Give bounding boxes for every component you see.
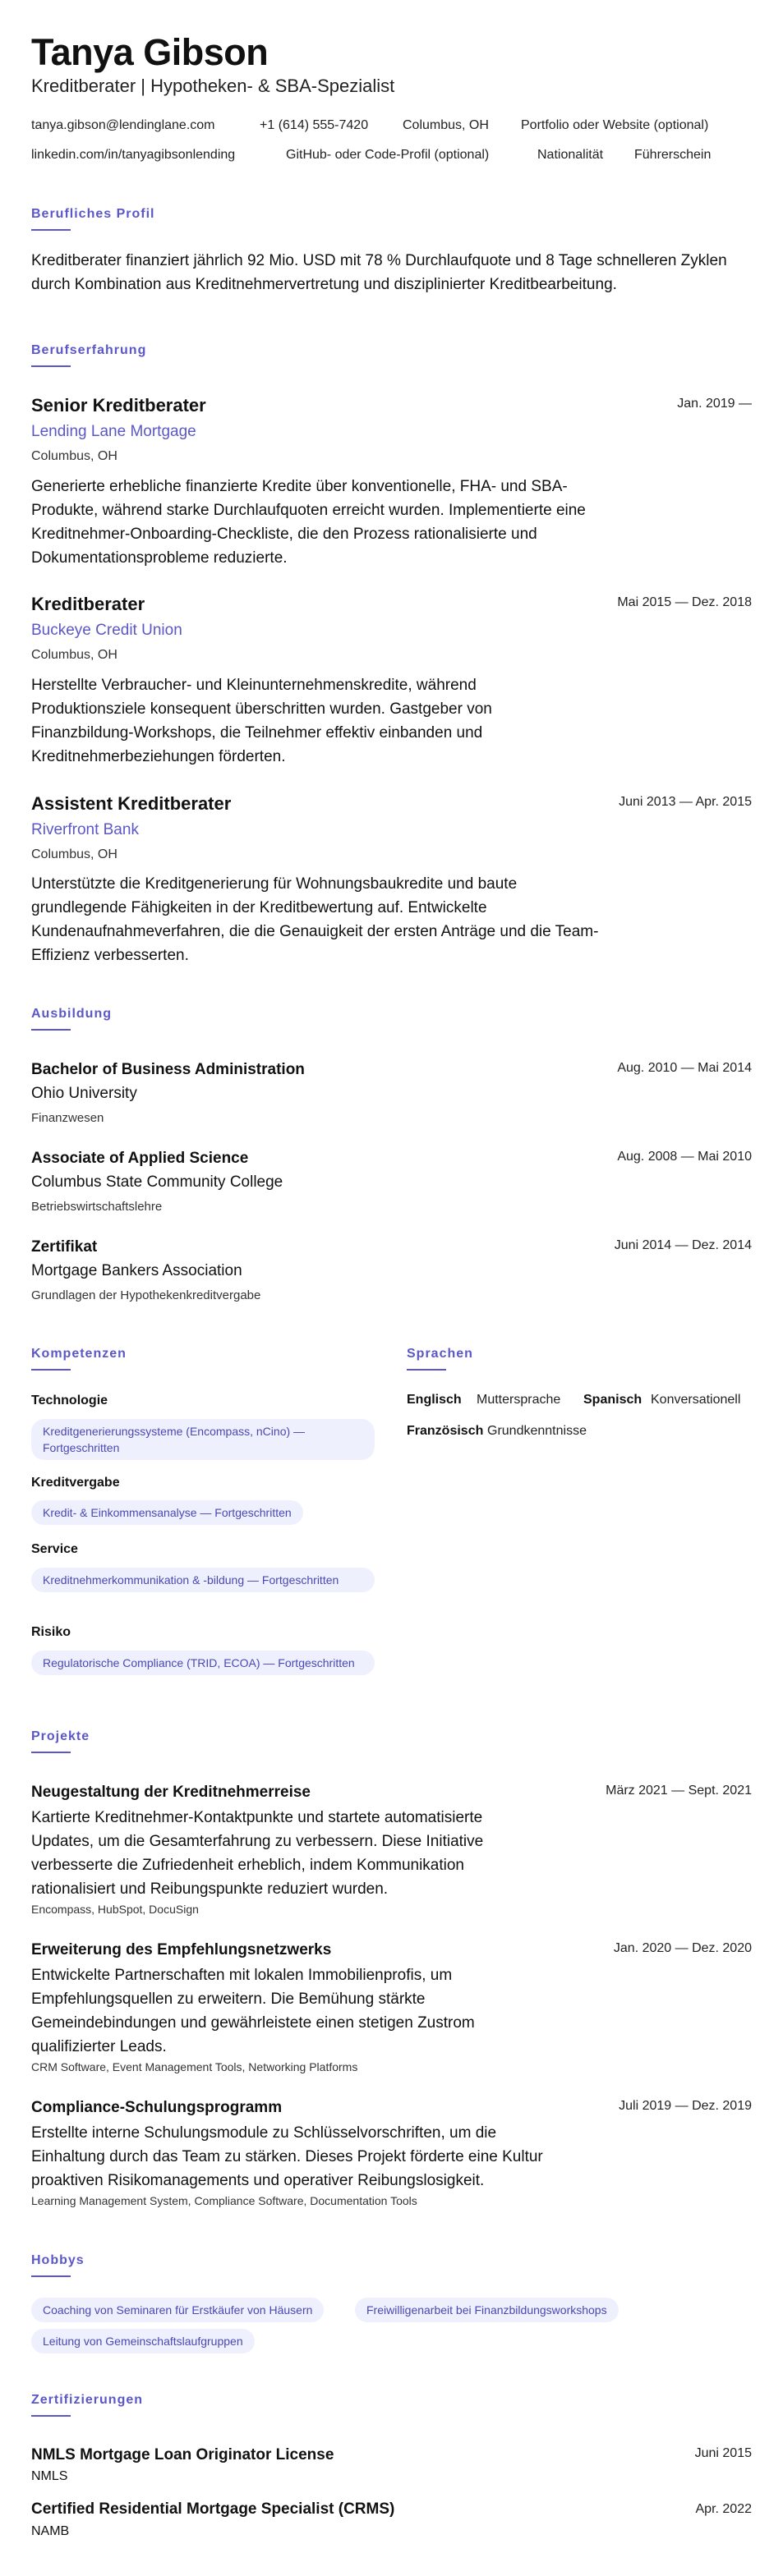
job-title: Kreditberater — [31, 594, 145, 614]
section-rule — [31, 2415, 71, 2417]
edu-school: Mortgage Bankers Association — [31, 1262, 242, 1279]
job-location: Columbus, OH — [31, 648, 117, 662]
contact-github[interactable]: GitHub- oder Code-Profil (optional) — [286, 148, 490, 162]
job-description: Generierte erhebliche finanzierte Kredite über konventionelle, FHA- und SBA-Produkte, während starke Durchlaufquoten erreicht wurden. Implementierte eine Kreditnehmer-Onboarding-Checkliste, die den Prozess rationalisierte und Dokumentationsprobleme reduzierte. — [31, 478, 586, 567]
section-title-hobbies: Hobbys — [31, 2253, 85, 2267]
job-title: Senior Kreditberater — [31, 395, 206, 416]
job-description: Herstellte Verbraucher- und Kleinunternehmenskredite, während Produktionsziele konsequent überschritten wurden. Gastgeber von Finanzbildung-Workshops, die Teilnehmer effektiv einbanden und Kreditnehmerbeziehungen förderten. — [31, 677, 492, 765]
section-rule — [407, 1369, 446, 1371]
contact-location: Columbus, OH — [403, 118, 489, 132]
contact-phone[interactable]: +1 (614) 555-7420 — [260, 118, 369, 132]
skill-pill: Kredit- & Einkommensanalyse — Fortgeschritten — [31, 1500, 303, 1525]
job-description: Unterstützte die Kreditgenerierung für Wohnungsbaukredite und baute grundlegende Fähigkeiten in der Kreditbewertung auf. Entwickelte Kundenaufnahmeverfahren, die die Genauigkeit der ersten Anträge und die Team-Effizienz verbesserten. — [31, 875, 599, 964]
section-title-skills: Kompetenzen — [31, 1347, 127, 1361]
contact-license: Führerschein — [634, 148, 712, 162]
job-location: Columbus, OH — [31, 449, 117, 463]
cert-date: Apr. 2022 — [695, 2502, 752, 2516]
section-rule — [31, 229, 71, 231]
project-description: Erstellte interne Schulungsmodule zu Schlüsselvorschriften, um die Einhaltung durch das Team zu stärken. Dieses Projekt förderte eine Kultur proaktiven Risikomanagements und operativer Reibungslosigkeit. — [31, 2124, 543, 2189]
edu-school: Columbus State Community College — [31, 1173, 283, 1191]
skill-category: Risiko — [31, 1625, 71, 1639]
language-name: Französisch — [407, 1424, 484, 1438]
job-date: Juni 2013 — Apr. 2015 — [619, 795, 752, 809]
cert-title: Certified Residential Mortgage Specialist (CRMS) — [31, 2500, 395, 2518]
edu-degree: Zertifikat — [31, 1238, 98, 1256]
section-title-profile: Berufliches Profil — [31, 207, 155, 221]
contact-email[interactable]: tanya.gibson@lendinglane.com — [31, 118, 215, 132]
project-title: Erweiterung des Empfehlungsnetzwerks — [31, 1941, 332, 1958]
project-tools: CRM Software, Event Management Tools, Networking Platforms — [31, 2060, 358, 2073]
edu-date: Aug. 2008 — Mai 2010 — [617, 1150, 752, 1164]
section-title-certifications: Zertifizierungen — [31, 2393, 144, 2407]
candidate-name: Tanya Gibson — [31, 31, 269, 73]
project-date: März 2021 — Sept. 2021 — [606, 1784, 752, 1798]
job-date: Mai 2015 — Dez. 2018 — [617, 595, 752, 609]
profile-summary: Kreditberater finanziert jährlich 92 Mio. USD mit 78 % Durchlaufquote und 8 Tage schnelleren Zyklen durch Kombination aus Kreditnehmervertretung und disziplinierter Kreditbearbeitung. — [31, 252, 727, 293]
section-rule — [31, 1752, 71, 1753]
project-title: Compliance-Schulungsprogramm — [31, 2099, 283, 2116]
edu-degree: Bachelor of Business Administration — [31, 1061, 305, 1078]
skill-category: Service — [31, 1542, 78, 1556]
skill-pill: Kreditgenerierungssysteme (Encompass, nCino) — Fortgeschritten — [31, 1419, 375, 1460]
language-name: Englisch — [407, 1393, 462, 1407]
skill-category: Technologie — [31, 1394, 108, 1407]
section-rule — [31, 1029, 71, 1031]
project-tools: Learning Management System, Compliance Software, Documentation Tools — [31, 2194, 417, 2207]
edu-date: Juni 2014 — Dez. 2014 — [614, 1238, 752, 1252]
language-level: Konversationell — [651, 1393, 741, 1407]
contact-nationality: Nationalität — [537, 148, 604, 162]
job-company: Riverfront Bank — [31, 821, 139, 838]
language-level: Grundkenntnisse — [487, 1424, 587, 1438]
job-location: Columbus, OH — [31, 847, 117, 861]
edu-field: Grundlagen der Hypothekenkreditvergabe — [31, 1288, 261, 1302]
project-date: Juli 2019 — Dez. 2019 — [619, 2099, 752, 2113]
hobby-pill: Coaching von Seminaren für Erstkäufer von Häusern — [31, 2298, 324, 2322]
job-company: Buckeye Credit Union — [31, 622, 182, 639]
project-description: Entwickelte Partnerschaften mit lokalen Immobilienprofis, um Empfehlungsquellen zu erweitern. Die Bemühung stärkte Gemeindebindungen und gewährleistete einen stetigen Zustrom qualifizierter Leads. — [31, 1967, 475, 2055]
section-title-education: Ausbildung — [31, 1007, 112, 1021]
cert-date: Juni 2015 — [694, 2446, 752, 2460]
cert-issuer: NAMB — [31, 2524, 70, 2538]
job-date: Jan. 2019 — — [677, 397, 752, 411]
skill-category: Kreditvergabe — [31, 1476, 120, 1490]
hobby-pill: Leitung von Gemeinschaftslaufgruppen — [31, 2329, 255, 2353]
skill-pill: Kreditnehmerkommunikation & -bildung — Fortgeschritten — [31, 1568, 375, 1592]
section-title-experience: Berufserfahrung — [31, 343, 147, 357]
cert-issuer: NMLS — [31, 2469, 68, 2483]
cert-title: NMLS Mortgage Loan Originator License — [31, 2446, 334, 2464]
project-tools: Encompass, HubSpot, DocuSign — [31, 1903, 199, 1916]
section-rule — [31, 2275, 71, 2277]
hobby-pill: Freiwilligenarbeit bei Finanzbildungsworkshops — [355, 2298, 619, 2322]
edu-field: Finanzwesen — [31, 1111, 104, 1125]
language-name: Spanisch — [583, 1393, 643, 1407]
contact-linkedin[interactable]: linkedin.com/in/tanyagibsonlending — [31, 148, 236, 162]
headline: Kreditberater | Hypotheken- & SBA-Spezialist — [31, 76, 395, 96]
project-title: Neugestaltung der Kreditnehmerreise — [31, 1784, 311, 1801]
edu-date: Aug. 2010 — Mai 2014 — [617, 1061, 752, 1075]
section-title-languages: Sprachen — [407, 1347, 473, 1361]
skill-pill: Regulatorische Compliance (TRID, ECOA) — Fortgeschritten — [31, 1651, 375, 1675]
section-title-projects: Projekte — [31, 1729, 90, 1743]
contact-portfolio[interactable]: Portfolio oder Website (optional) — [521, 118, 709, 132]
job-title: Assistent Kreditberater — [31, 793, 232, 814]
language-level: Muttersprache — [477, 1393, 561, 1407]
section-rule — [31, 1369, 71, 1371]
job-company: Lending Lane Mortgage — [31, 423, 196, 440]
project-description: Kartierte Kreditnehmer-Kontaktpunkte und startete automatisierte Updates, um die Gesamterfahrung zu verbessern. Diese Initiative verbesserte die Zufriedenheit erheblich, indem Kommunikation rationalisiert und Reibungspunkte reduziert wurden. — [31, 1809, 484, 1898]
project-date: Jan. 2020 — Dez. 2020 — [613, 1941, 752, 1955]
section-rule — [31, 365, 71, 367]
edu-school: Ohio University — [31, 1085, 137, 1102]
edu-field: Betriebswirtschaftslehre — [31, 1200, 163, 1214]
edu-degree: Associate of Applied Science — [31, 1150, 249, 1167]
